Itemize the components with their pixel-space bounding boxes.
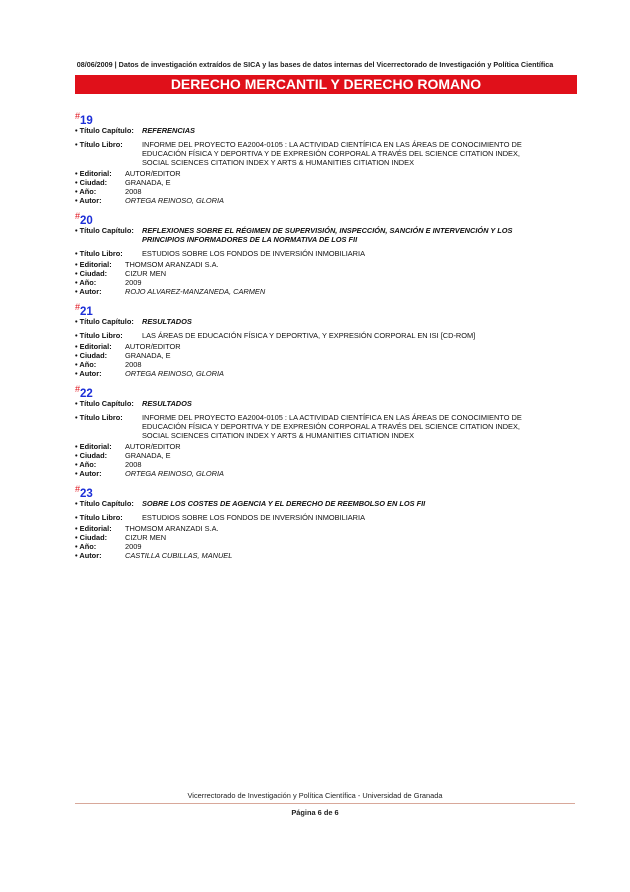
record-list [75,111,545,566]
field-value: AUTOR/EDITOR [125,342,181,351]
field-label: • Título Libro: [75,413,123,422]
field-label: • Ciudad: [75,269,108,278]
field-value: AUTOR/EDITOR [125,442,181,451]
field-value: ESTUDIOS SOBRE LOS FONDOS DE INVERSIÓN INMOBILIARIA [142,249,365,258]
field-label: • Ciudad: [75,178,108,187]
field-label: • Año: [75,542,97,551]
field-value: GRANADA, E [125,351,171,360]
field-label: • Título Libro: [75,331,123,340]
record-item [75,302,545,384]
record-hash-mark: # [75,111,81,121]
field-label: • Autor: [75,196,102,205]
record-field-book [75,140,545,167]
field-value: AUTOR/EDITOR [125,169,181,178]
field-label: • Título Capítulo: [75,317,134,326]
field-label: • Año: [75,187,97,196]
field-label: • Ciudad: [75,451,108,460]
record-hash-mark: # [75,211,81,221]
record-hash-mark: # [75,302,81,312]
field-value: CIZUR MEN [125,533,167,542]
record-field-author [75,551,545,560]
field-value: RESULTADOS [142,399,192,408]
record-field-publisher [75,169,545,178]
field-label: • Editorial: [75,524,112,533]
field-value: THOMSOM ARANZADI S.A. [125,260,219,269]
field-value: GRANADA, E [125,451,171,460]
field-value: LAS ÁREAS DE EDUCACIÓN FÍSICA Y DEPORTIVA, Y EXPRESIÓN CORPORAL EN ISI [CD-ROM] [142,331,476,340]
record-field-city [75,351,545,360]
section-title: DERECHO MERCANTIL Y DERECHO ROMANO [75,75,577,94]
field-label: • Año: [75,460,97,469]
record-hash-mark: # [75,484,81,494]
record-field-year [75,360,545,369]
field-value: RESULTADOS [142,317,192,326]
record-field-chapter [75,499,545,508]
field-value: 2009 [125,542,142,551]
field-value: REFERENCIAS [142,126,195,135]
field-value: 2009 [125,278,142,287]
record-heading [75,484,545,500]
field-value: THOMSOM ARANZADI S.A. [125,524,219,533]
record-field-year [75,278,545,287]
field-value: ORTEGA REINOSO, GLORIA [125,369,224,378]
field-value: GRANADA, E [125,178,171,187]
field-value: 2008 [125,187,142,196]
field-value: SOBRE LOS COSTES DE AGENCIA Y EL DERECHO DE REEMBOLSO EN LOS FII [142,499,426,508]
field-label: • Año: [75,278,97,287]
record-field-year [75,460,545,469]
field-label: • Título Libro: [75,513,123,522]
record-item [75,384,545,484]
record-field-author [75,469,545,478]
record-field-city [75,178,545,187]
record-field-book [75,513,545,522]
footer-divider [75,803,575,804]
field-value: INFORME DEL PROYECTO EA2004-0105 : LA ACTIVIDAD CIENTÍFICA EN LAS ÁREAS DE CONOCIMIENTO DE EDUCACIÓN FÍSICA Y DEPORTIVA Y DE EXPRESIÓN CORPORAL A TRAVÉS DEL SCIENCE CITATION INDEX, SOCIAL SCIENCES CITATION INDEX Y ARTS & HUMANITIES CITIATION INDEX [142,140,522,167]
field-label: • Título Capítulo: [75,226,134,235]
record-field-publisher [75,342,545,351]
field-value: ORTEGA REINOSO, GLORIA [125,469,224,478]
field-label: • Ciudad: [75,351,108,360]
field-label: • Editorial: [75,342,112,351]
field-label: • Título Capítulo: [75,399,134,408]
record-field-book [75,249,545,258]
record-number: 23 [80,488,93,500]
record-field-book [75,331,545,340]
record-number: 19 [80,115,93,127]
field-value: CIZUR MEN [125,269,167,278]
record-number: 22 [80,388,93,400]
field-value: REFLEXIONES SOBRE EL RÉGIMEN DE SUPERVISIÓN, INSPECCIÓN, SANCIÓN E INTERVENCIÓN Y LOS PRINCIPIOS INFORMADORES DE LA NORMATIVA DE LOS FII [142,226,513,244]
record-field-year [75,542,545,551]
record-field-author [75,196,545,205]
record-heading [75,384,545,400]
record-heading [75,302,545,318]
field-value: CASTILLA CUBILLAS, MANUEL [125,551,233,560]
record-field-chapter [75,317,545,326]
record-heading [75,211,545,227]
field-label: • Autor: [75,369,102,378]
page-number: Página 6 de 6 [291,808,339,817]
field-value: ORTEGA REINOSO, GLORIA [125,196,224,205]
record-field-author [75,369,545,378]
field-value: ROJO ALVAREZ-MANZANEDA, CARMEN [125,287,266,296]
record-field-city [75,533,545,542]
record-field-publisher [75,260,545,269]
field-label: • Ciudad: [75,533,108,542]
record-field-chapter [75,126,545,135]
record-item [75,211,545,302]
report-header: 08/06/2009 | Datos de investigación extraídos de SICA y las bases de datos internas del Vicerrectorado de Investigación y Política Científica [76,60,554,69]
field-value: 2008 [125,360,142,369]
field-label: • Autor: [75,287,102,296]
record-field-publisher [75,524,545,533]
field-label: • Título Capítulo: [75,499,134,508]
field-label: • Autor: [75,469,102,478]
field-label: • Año: [75,360,97,369]
field-label: • Editorial: [75,260,112,269]
field-label: • Título Capítulo: [75,126,134,135]
record-field-chapter [75,226,545,244]
field-value: 2008 [125,460,142,469]
field-label: • Editorial: [75,442,112,451]
field-label: • Editorial: [75,169,112,178]
field-label: • Autor: [75,551,102,560]
record-field-city [75,269,545,278]
record-field-year [75,187,545,196]
record-field-author [75,287,545,296]
field-value: ESTUDIOS SOBRE LOS FONDOS DE INVERSIÓN INMOBILIARIA [142,513,365,522]
field-value: INFORME DEL PROYECTO EA2004-0105 : LA ACTIVIDAD CIENTÍFICA EN LAS ÁREAS DE CONOCIMIENTO DE EDUCACIÓN FÍSICA Y DEPORTIVA Y DE EXPRESIÓN CORPORAL A TRAVÉS DEL SCIENCE CITATION INDEX, SOCIAL SCIENCES CITATION INDEX Y ARTS & HUMANITIES CITIATION INDEX [142,413,522,440]
record-number: 21 [80,306,93,318]
record-field-publisher [75,442,545,451]
record-hash-mark: # [75,384,81,394]
record-field-book [75,413,545,440]
record-heading [75,111,545,127]
record-field-city [75,451,545,460]
footer-institution: Vicerrectorado de Investigación y Política Científica - Universidad de Granada [187,791,443,800]
field-label: • Título Libro: [75,140,123,149]
record-item [75,111,545,211]
record-number: 20 [80,215,93,227]
record-item [75,484,545,566]
record-field-chapter [75,399,545,408]
field-label: • Título Libro: [75,249,123,258]
